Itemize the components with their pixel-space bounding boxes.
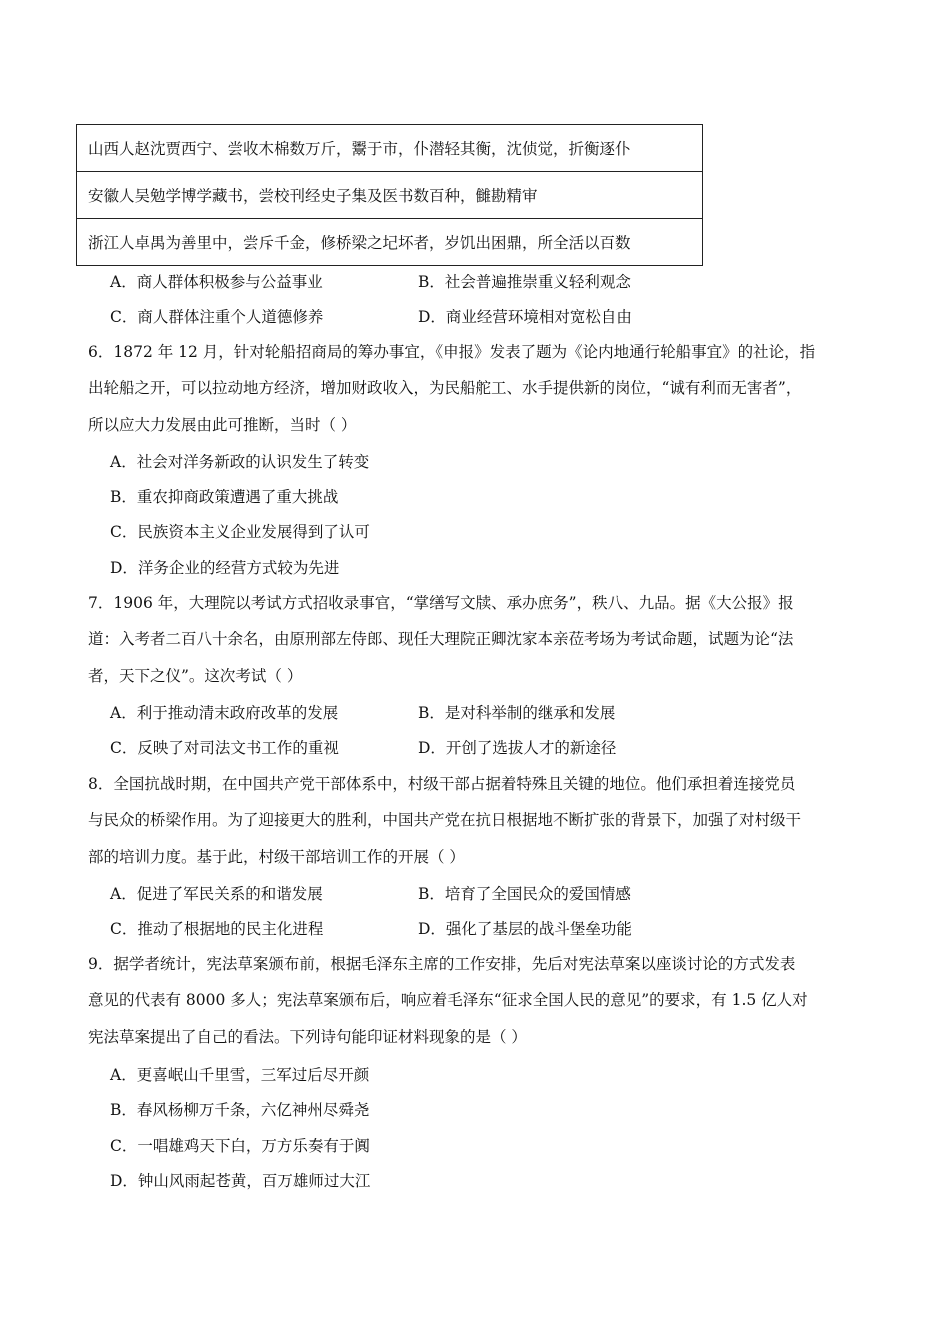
q9-option-c[interactable]: C．一唱雄鸡天下白，万方乐奏有于阗: [110, 1137, 370, 1155]
table-cell: 山西人赵沈贾西宁、尝收木棉数万斤，鬻于市，仆潜轻其衡，沈侦觉，折衡逐仆: [77, 125, 703, 172]
table-cell: 安徽人吴勉学博学藏书，尝校刊经史子集及医书数百种，雠勘精审: [77, 172, 703, 219]
question-line: 者，天下之仪”。这次考试（ ）: [88, 666, 303, 685]
question-9-stem: [88, 946, 868, 1055]
question-8-stem: [88, 766, 868, 875]
question-line: 9．据学者统计，宪法草案颁布前，根据毛泽东主席的工作安排，先后对宪法草案以座谈讨论的方式发表: [88, 955, 796, 973]
q7-option-b[interactable]: B．是对科举制的继承和发展: [418, 704, 616, 722]
q6-option-b[interactable]: B．重农抑商政策遭遇了重大挑战: [110, 488, 339, 506]
q6-option-d[interactable]: D．洋务企业的经营方式较为先进: [110, 559, 340, 577]
q8-option-a[interactable]: A．促进了军民关系的和谐发展: [110, 885, 323, 903]
q8-option-c[interactable]: C．推动了根据地的民主化进程: [110, 920, 324, 938]
q8-option-b[interactable]: B．培育了全国民众的爱国情感: [418, 885, 631, 903]
q9-option-b[interactable]: B．春风杨柳万千条，六亿神州尽舜尧: [110, 1101, 370, 1119]
q9-option-d[interactable]: D．钟山风雨起苍黄，百万雄师过大江: [110, 1172, 371, 1190]
table-row: [77, 125, 703, 172]
table-row: [77, 219, 703, 266]
question-line: 出轮船之开，可以拉动地方经济，增加财政收入，为民船舵工、水手提供新的岗位，“诚有利而无害者”，: [88, 379, 802, 398]
question-line: 与民众的桥梁作用。为了迎接更大的胜利，中国共产党在抗日根据地不断扩张的背景下，加强了对村级干: [88, 811, 802, 830]
question-line: 部的培训力度。基于此，村级干部培训工作的开展（ ）: [88, 847, 465, 866]
q5-option-a[interactable]: A．商人群体积极参与公益事业: [110, 273, 323, 291]
question-7-stem: [88, 585, 868, 694]
question-line: 道：入考者二百八十余名，由原刑部左侍郎、现任大理院正卿沈家本亲莅考场为考试命题，试题为论“法: [88, 630, 794, 649]
question-line: 8．全国抗战时期，在中国共产党干部体系中，村级干部占据着特殊且关键的地位。他们承担着连接党员: [88, 775, 796, 793]
question-line: 7．1906 年，大理院以考试方式招收录事官，“掌缮写文牍、承办庶务”，秩八、九品。据《大公报》报: [88, 594, 794, 612]
q5-option-b[interactable]: B．社会普遍推崇重义轻利观念: [418, 273, 631, 291]
question-line: 宪法草案提出了自己的看法。下列诗句能印证材料现象的是（ ）: [88, 1027, 527, 1046]
table-cell: 浙江人卓禺为善里中，尝斥千金，修桥梁之圮坏者，岁饥出困鼎，所全活以百数: [77, 219, 703, 266]
q7-option-a[interactable]: A．利于推动清末政府改革的发展: [110, 704, 339, 722]
question-6-stem: [88, 334, 868, 443]
q5-option-d[interactable]: D．商业经营环境相对宽松自由: [418, 308, 632, 326]
question-line: 所以应大力发展由此可推断，当时（ ）: [88, 415, 357, 434]
q9-option-a[interactable]: A．更喜岷山千里雪，三军过后尽开颜: [110, 1066, 370, 1084]
q8-option-d[interactable]: D．强化了基层的战斗堡垒功能: [418, 920, 632, 938]
question-line: 意见的代表有 8000 多人；宪法草案颁布后，响应着毛泽东“征求全国人民的意见”的要求，有 1.5 亿人对: [88, 991, 808, 1010]
q7-option-d[interactable]: D．开创了选拔人才的新途径: [418, 739, 617, 757]
q7-option-c[interactable]: C．反映了对司法文书工作的重视: [110, 739, 339, 757]
q6-option-a[interactable]: A．社会对洋务新政的认识发生了转变: [110, 453, 370, 471]
q5-option-c[interactable]: C．商人群体注重个人道德修养: [110, 308, 324, 326]
q6-option-c[interactable]: C．民族资本主义企业发展得到了认可: [110, 523, 370, 541]
table-row: [77, 172, 703, 219]
material-table: [76, 124, 703, 266]
question-line: 6．1872 年 12 月，针对轮船招商局的筹办事宜，《申报》发表了题为《论内地通行轮船事宜》的社论，指: [88, 343, 816, 361]
